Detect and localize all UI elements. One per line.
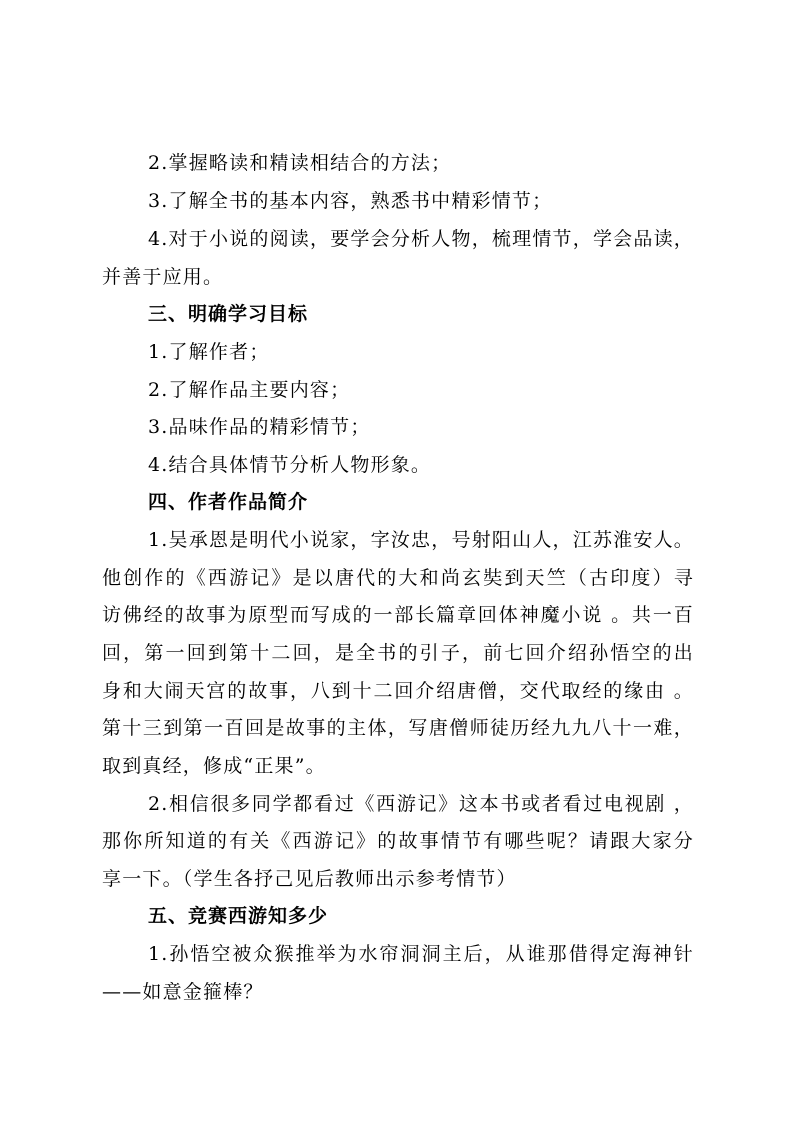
section4-para1-line-2: 他创作的《西游记》是以唐代的大和尚玄奘到天竺（古印度）寻 [102, 567, 694, 589]
section4-title: 四、作者作品简介 [148, 491, 309, 513]
section3-item-4: 4.结合具体情节分析人物形象。 [148, 454, 432, 476]
section4-para2-line-1: 2.相信很多同学都看过《西游记》这本书或者看过电视剧 ， [148, 793, 694, 815]
section5-question-1-line-2: ——如意金箍棒？ [102, 981, 264, 1003]
section5-question-1-line-1: 1.孙悟空被众猴推举为水帘洞洞主后，从谁那借得定海神针 [148, 943, 694, 965]
section4-para2-line-2: 那你所知道的有关《西游记》的故事情节有哪些呢？请跟大家分 [102, 830, 694, 852]
section2-item-4-line-1: 4.对于小说的阅读，要学会分析人物，梳理情节，学会品读， [148, 228, 694, 250]
section4-para2-line-3: 享一下。（学生各抒己见后教师出示参考情节） [102, 868, 517, 890]
section2-item-4-line-2: 并善于应用。 [102, 266, 224, 288]
section3-item-1: 1.了解作者； [148, 341, 270, 363]
section4-para1-line-1: 1.吴承恩是明代小说家，字汝忠，号射阳山人，江苏淮安人。 [148, 529, 694, 551]
section5-title: 五、竞赛西游知多少 [148, 905, 329, 927]
section3-item-2: 2.了解作品主要内容； [148, 379, 351, 401]
section4-para1-line-5: 身和大闹天宫的故事，八到十二回介绍唐僧，交代取经的缘由 。 [102, 680, 694, 702]
section4-para1-line-6: 第十三到第一百回是故事的主体，写唐僧师徒历经九九八十一难， [102, 717, 694, 739]
section4-para1-line-7: 取到真经，修成“正果”。 [102, 755, 326, 777]
section3-item-3: 3.品味作品的精彩情节； [148, 416, 371, 438]
section3-title: 三、明确学习目标 [148, 303, 309, 325]
section2-item-2: 2.掌握略读和精读相结合的方法； [148, 152, 452, 174]
section4-para1-line-4: 回，第一回到第十二回，是全书的引子，前七回介绍孙悟空的出 [102, 642, 694, 664]
section2-item-3: 3.了解全书的基本内容，熟悉书中精彩情节； [148, 190, 553, 212]
section4-para1-line-3: 访佛经的故事为原型而写成的一部长篇章回体神魔小说 。共一百 [102, 604, 694, 626]
